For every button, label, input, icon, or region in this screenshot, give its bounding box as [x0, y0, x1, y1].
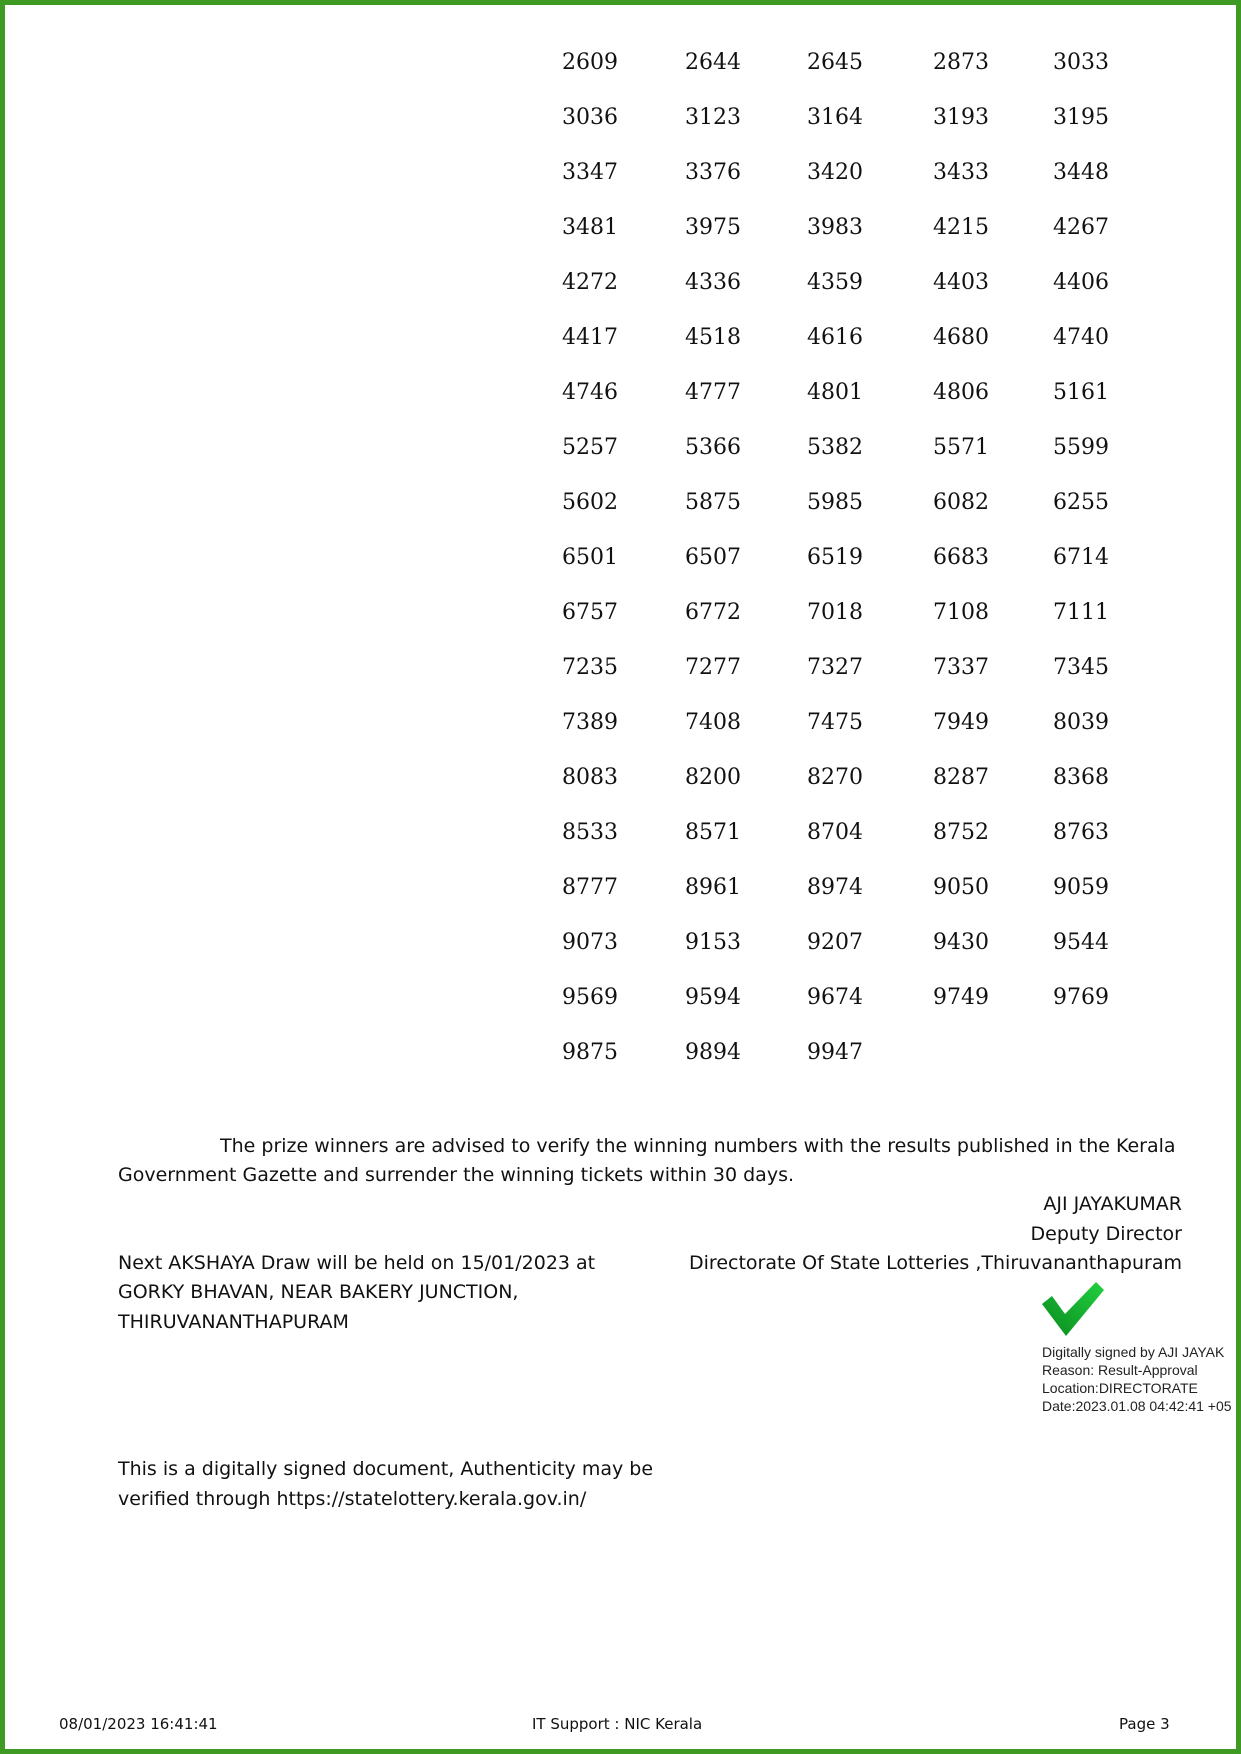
winning-number: 2873 — [933, 50, 989, 75]
winning-number: 9153 — [685, 930, 741, 955]
winning-number: 5875 — [685, 490, 741, 515]
footer-page-number: Page 3 — [1119, 1715, 1170, 1733]
signed-by: Digitally signed by AJI JAYAK — [1042, 1344, 1225, 1360]
winning-number: 2645 — [807, 50, 863, 75]
winning-number: 9875 — [562, 1040, 618, 1065]
winning-number: 9207 — [807, 930, 863, 955]
signature-date: Date:2023.01.08 04:42:41 +05 — [1042, 1398, 1232, 1414]
official-name: AJI JAYAKUMAR — [1043, 1193, 1182, 1215]
winning-number: 8777 — [562, 875, 618, 900]
winning-number: 2609 — [562, 50, 618, 75]
winning-number: 9050 — [933, 875, 989, 900]
winning-number: 9544 — [1053, 930, 1109, 955]
winning-number: 9059 — [1053, 875, 1109, 900]
winning-number: 8287 — [933, 765, 989, 790]
winning-number: 3975 — [685, 215, 741, 240]
notice-line-2: Government Gazette and surrender the winning tickets within 30 days. — [118, 1164, 795, 1186]
winning-number: 3193 — [933, 105, 989, 130]
winning-number: 6757 — [562, 600, 618, 625]
winning-number: 8571 — [685, 820, 741, 845]
winning-number: 4801 — [807, 380, 863, 405]
next-draw-line-3: THIRUVANANTHAPURAM — [118, 1311, 349, 1333]
winning-number: 7345 — [1053, 655, 1109, 680]
winning-number: 8533 — [562, 820, 618, 845]
winning-number: 8704 — [807, 820, 863, 845]
signature-reason: Reason: Result-Approval — [1042, 1362, 1198, 1378]
winning-number: 8974 — [807, 875, 863, 900]
winning-number: 6714 — [1053, 545, 1109, 570]
winning-number: 6501 — [562, 545, 618, 570]
winning-number: 7235 — [562, 655, 618, 680]
winning-number: 4680 — [933, 325, 989, 350]
winning-number: 7327 — [807, 655, 863, 680]
winning-number: 6772 — [685, 600, 741, 625]
winning-number: 7108 — [933, 600, 989, 625]
winning-number: 5602 — [562, 490, 618, 515]
winning-number: 9569 — [562, 985, 618, 1010]
winning-number: 4740 — [1053, 325, 1109, 350]
winning-number: 3376 — [685, 160, 741, 185]
footer-timestamp: 08/01/2023 16:41:41 — [59, 1715, 218, 1733]
winning-number: 4267 — [1053, 215, 1109, 240]
winning-number: 9947 — [807, 1040, 863, 1065]
digital-signature-block — [1042, 1343, 1232, 1415]
winning-number: 3481 — [562, 215, 618, 240]
winning-number: 6507 — [685, 545, 741, 570]
winning-number: 4518 — [685, 325, 741, 350]
winning-number: 5161 — [1053, 380, 1109, 405]
winning-number: 4359 — [807, 270, 863, 295]
winning-number: 8961 — [685, 875, 741, 900]
winning-number: 2644 — [685, 50, 741, 75]
winning-number: 9594 — [685, 985, 741, 1010]
winning-number: 7111 — [1053, 600, 1109, 625]
winning-number: 3420 — [807, 160, 863, 185]
winning-number: 4746 — [562, 380, 618, 405]
winning-number: 3983 — [807, 215, 863, 240]
winning-number: 6082 — [933, 490, 989, 515]
winning-number: 8368 — [1053, 765, 1109, 790]
winning-number: 5985 — [807, 490, 863, 515]
winning-number: 7018 — [807, 600, 863, 625]
winning-number: 4417 — [562, 325, 618, 350]
official-title: Deputy Director — [1030, 1223, 1182, 1245]
winning-number: 7389 — [562, 710, 618, 735]
winning-number: 9749 — [933, 985, 989, 1010]
winning-number: 4403 — [933, 270, 989, 295]
winning-number: 5257 — [562, 435, 618, 460]
winning-number: 4272 — [562, 270, 618, 295]
winning-number: 7475 — [807, 710, 863, 735]
winning-number: 3033 — [1053, 50, 1109, 75]
authenticity-line-1: This is a digitally signed document, Authenticity may be — [118, 1458, 654, 1480]
green-checkmark-icon — [1040, 1280, 1106, 1338]
winning-number: 3195 — [1053, 105, 1109, 130]
winning-number: 9430 — [933, 930, 989, 955]
winning-number: 3036 — [562, 105, 618, 130]
winning-number: 4777 — [685, 380, 741, 405]
winning-number: 8270 — [807, 765, 863, 790]
winning-number: 3123 — [685, 105, 741, 130]
winning-number: 6683 — [933, 545, 989, 570]
winning-number: 5571 — [933, 435, 989, 460]
winning-number: 4406 — [1053, 270, 1109, 295]
winning-number: 9894 — [685, 1040, 741, 1065]
winning-number: 5599 — [1053, 435, 1109, 460]
winning-number: 3164 — [807, 105, 863, 130]
next-draw-line-2: GORKY BHAVAN, NEAR BAKERY JUNCTION, — [118, 1281, 519, 1303]
winning-number: 3433 — [933, 160, 989, 185]
winning-number: 8083 — [562, 765, 618, 790]
winning-number: 9674 — [807, 985, 863, 1010]
winning-number: 8039 — [1053, 710, 1109, 735]
winning-number: 5366 — [685, 435, 741, 460]
winning-number: 6255 — [1053, 490, 1109, 515]
notice-line-1: The prize winners are advised to verify the winning numbers with the results published in the Kerala — [220, 1135, 1176, 1157]
winning-number: 8200 — [685, 765, 741, 790]
winning-number: 7337 — [933, 655, 989, 680]
signature-location: Location:DIRECTORATE — [1042, 1380, 1198, 1396]
winning-number: 3347 — [562, 160, 618, 185]
winning-number: 9769 — [1053, 985, 1109, 1010]
winning-number: 9073 — [562, 930, 618, 955]
authenticity-line-2: verified through https://statelottery.kerala.gov.in/ — [118, 1488, 587, 1510]
winning-number: 3448 — [1053, 160, 1109, 185]
footer-support: IT Support : NIC Kerala — [532, 1715, 703, 1733]
winning-number: 4215 — [933, 215, 989, 240]
winning-number: 8752 — [933, 820, 989, 845]
next-draw-line-1: Next AKSHAYA Draw will be held on 15/01/2023 at — [118, 1252, 596, 1274]
winning-number: 8763 — [1053, 820, 1109, 845]
winning-number: 7408 — [685, 710, 741, 735]
winning-number: 4806 — [933, 380, 989, 405]
official-office: Directorate Of State Lotteries ,Thiruvananthapuram — [689, 1252, 1182, 1274]
winning-number: 4616 — [807, 325, 863, 350]
winning-number: 7949 — [933, 710, 989, 735]
winning-number: 4336 — [685, 270, 741, 295]
winning-number: 6519 — [807, 545, 863, 570]
winning-number: 7277 — [685, 655, 741, 680]
winning-number: 5382 — [807, 435, 863, 460]
